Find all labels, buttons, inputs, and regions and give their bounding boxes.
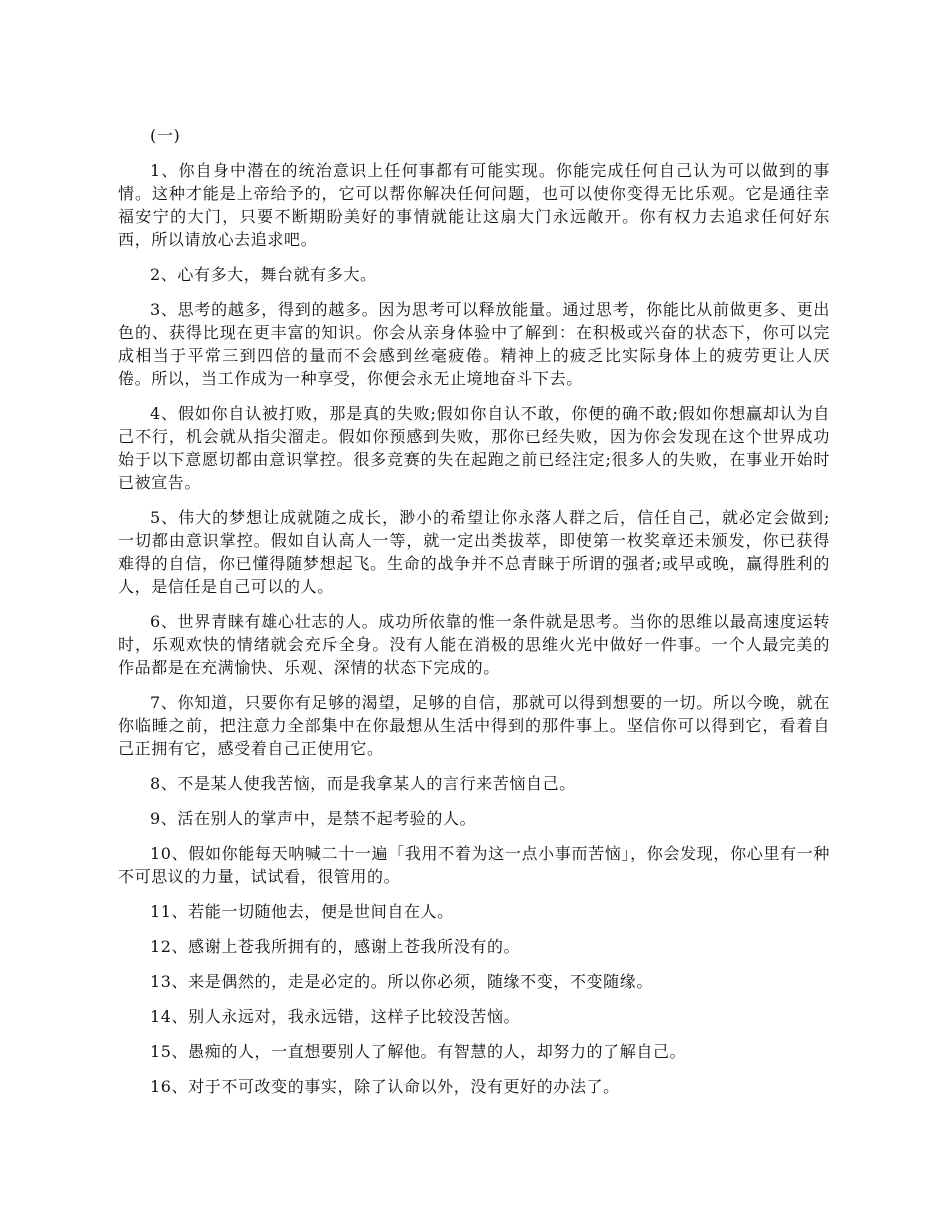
paragraph-16: 16、对于不可改变的事实，除了认命以外，没有更好的办法了。 — [150, 1077, 620, 1096]
paragraph-7: 7、你知道，只要你有足够的渴望，足够的自信，那就可以得到想要的一切。所以今晚，就在你临睡之前，把注意力全部集中在你最想从生活中得到的那件事上。坚信你可以得到它，看着自己正拥有它，感受着自己正使用它。 — [118, 693, 830, 758]
paragraph-3: 3、思考的越多，得到的越多。因为思考可以释放能量。通过思考，你能比从前做更多、更出色的、获得比现在更丰富的知识。你会从亲身体验中了解到：在积极或兴奋的状态下，你可以完成相当于平常三到四倍的量而不会感到丝毫疲倦。精神上的疲乏比实际身体上的疲劳更让人厌倦。所以，当工作成为一种享受，你便会永无止境地奋斗下去。 — [118, 300, 830, 388]
paragraph-8: 8、不是某人使我苦恼，而是我拿某人的言行来苦恼自己。 — [150, 774, 576, 793]
paragraph-1: 1、你自身中潜在的统治意识上任何事都有可能实现。你能完成任何自己认为可以做到的事情。这种才能是上帝给予的，它可以帮你解决任何问题，也可以使你变得无比乐观。它是通往幸福安宁的大门，只要不断期盼美好的事情就能让这扇大门永远敞开。你有权力去追求任何好东西，所以请放心去追求吧。 — [118, 161, 830, 249]
paragraph-4: 4、假如你自认被打败，那是真的失败;假如你自认不敢，你便的确不敢;假如你想赢却认为自己不行，机会就从指尖溜走。假如你预感到失败，那你已经失败，因为你会发现在这个世界成功始于以下意愿切都由意识掌控。很多竞赛的失在起跑之前已经注定;很多人的失败，在事业开始时已被宣告。 — [118, 404, 830, 492]
paragraph-15: 15、愚痴的人，一直想要别人了解他。有智慧的人，却努力的了解自己。 — [150, 1042, 687, 1061]
paragraph-5: 5、伟大的梦想让成就随之成长，渺小的希望让你永落人群之后，信任自己，就必定会做到;一切都由意识掌控。假如自认高人一等，就一定出类拔萃，即使第一枚奖章还未颁发，你已获得难得的自信，你已懂得随梦想起飞。生命的战争并不总青睐于所谓的强者;或早或晚，赢得胜利的人，是信任是自己可以的人。 — [118, 508, 830, 596]
paragraph-2: 2、心有多大，舞台就有多大。 — [150, 265, 377, 284]
section-heading: (一) — [150, 126, 181, 145]
paragraph-12: 12、感谢上苍我所拥有的，感谢上苍我所没有的。 — [150, 937, 521, 956]
paragraph-11: 11、若能一切随他去，便是世间自在人。 — [150, 902, 454, 921]
paragraph-9: 9、活在别人的掌声中，是禁不起考验的人。 — [150, 809, 477, 828]
document-body — [118, 124, 830, 1110]
paragraph-13: 13、来是偶然的，走是必定的。所以你必须，随缘不变，不变随缘。 — [150, 972, 653, 991]
paragraph-6: 6、世界青睐有雄心壮志的人。成功所依靠的惟一条件就是思考。当你的思维以最高速度运转时，乐观欢快的情绪就会充斥全身。没有人能在消极的思维火光中做好一件事。一个人最完美的作品都是在充满愉快、乐观、深情的状态下完成的。 — [118, 612, 830, 677]
paragraph-14: 14、别人永远对，我永远错，这样子比较没苦恼。 — [150, 1007, 521, 1026]
paragraph-10: 10、假如你能每天呐喊二十一遍「我用不着为这一点小事而苦恼」，你会发现，你心里有一种不可思议的力量，试试看，很管用的。 — [118, 844, 830, 886]
